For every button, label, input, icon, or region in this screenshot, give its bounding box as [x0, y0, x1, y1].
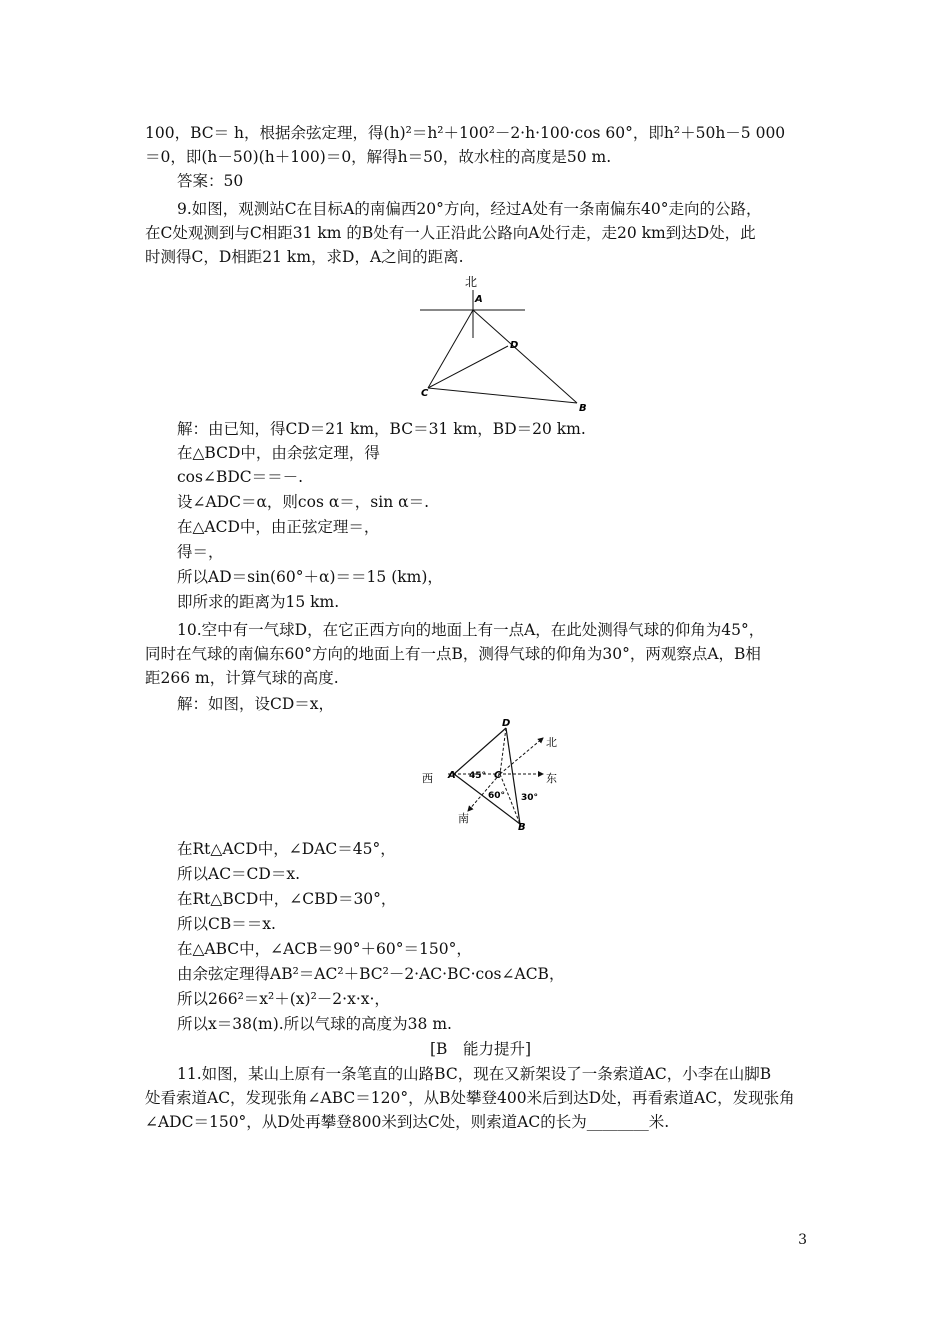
problem-11-line: ∠ADC＝150°，从D处再攀登800米到达C处，则索道AC的长为________米. [145, 1113, 670, 1131]
solution-line: 所以AC＝CD＝x. [177, 865, 301, 883]
solution-line: cos∠BDC＝＝－. [177, 468, 304, 486]
solution-line: 得＝， [177, 543, 224, 561]
point-b-label: B [518, 822, 526, 831]
solution-line: 所以CB＝＝x. [177, 915, 276, 933]
text-line: 100，BC＝ h，根据余弦定理，得(h)²＝h²＋100²－2·h·100·cos 60°，即h²＋50h－5 000 [145, 124, 786, 142]
solution-line: 在△ABC中，∠ACB＝90°＋60°＝150°， [177, 940, 472, 958]
problem-10-line: 10.空中有一气球D，在它正西方向的地面上有一点A，在此处测得气球的仰角为45°， [177, 621, 765, 639]
section-heading: [B 能力提升] [430, 1040, 531, 1058]
west-label: 西 [422, 772, 433, 785]
point-a-label: A [475, 294, 483, 305]
point-d-label: D [510, 340, 519, 351]
solution-line: 在Rt△BCD中，∠CBD＝30°， [177, 890, 397, 908]
solution-line: 解：由已知，得CD＝21 km，BC＝31 km，BD＝20 km. [177, 420, 586, 438]
south-label: 南 [458, 812, 469, 825]
problem-11-line: 处看索道AC，发现张角∠ABC＝120°，从B处攀登400米后到达D处，再看索道AC，发现张角 [145, 1089, 795, 1107]
solution-line: 由余弦定理得AB²＝AC²＋BC²－2·AC·BC·cos∠ACB， [177, 965, 565, 983]
solution-line: 在△BCD中，由余弦定理，得 [177, 444, 380, 462]
solution-line: 设∠ADC＝α，则cos α＝，sin α＝. [177, 493, 430, 511]
point-b-label: B [579, 403, 587, 414]
solution-line: 在Rt△ACD中，∠DAC＝45°， [177, 840, 396, 858]
problem-10-line: 同时在气球的南偏东60°方向的地面上有一点B，测得气球的仰角为30°，两观察点A，B相 [145, 645, 761, 663]
solution-line: 所以266²＝x²＋(x)²－2·x·x·， [177, 990, 390, 1008]
problem-9-line: 时测得C，D相距21 km，求D，A之间的距离. [145, 248, 464, 266]
solution-line: 所以AD＝sin(60°＋α)＝＝15 (km)， [177, 568, 443, 586]
problem-9-line: 9.如图，观测站C在目标A的南偏西20°方向，经过A处有一条南偏东40°走向的公路， [177, 200, 762, 218]
figure-balloon [418, 716, 568, 831]
page-number: 3 [798, 1232, 807, 1248]
text-line: ＝0，即(h－50)(h＋100)＝0，解得h＝50，故水柱的高度是50 m. [145, 148, 612, 166]
point-d-label: D [502, 718, 511, 729]
problem-10-line: 距266 m，计算气球的高度. [145, 669, 339, 687]
figure-triangle-abc [415, 268, 595, 418]
solution-line: 所以x＝38(m).所以气球的高度为38 m. [177, 1015, 452, 1033]
problem-11-line: 11.如图，某山上原有一条笔直的山路BC，现在又新架设了一条索道AC，小李在山脚B [177, 1065, 772, 1083]
angle-45-label: 45° [469, 771, 487, 781]
problem-9-line: 在C处观测到与C相距31 km 的B处有一人正沿此公路向A处行走，走20 km到达D处，此 [145, 224, 756, 242]
east-label: 东 [546, 772, 557, 785]
north-label: 北 [465, 275, 478, 289]
solution-line: 即所求的距离为15 km. [177, 593, 340, 611]
solution-line: 解：如图，设CD＝x， [177, 695, 335, 713]
solution-line: 在△ACD中，由正弦定理＝， [177, 518, 380, 536]
angle-30-label: 30° [521, 793, 539, 803]
angle-60-label: 60° [488, 791, 506, 801]
point-c-label: C [421, 388, 429, 399]
point-a-label: A [448, 770, 456, 781]
answer-line: 答案：50 [177, 172, 244, 190]
point-c-label: C [494, 770, 502, 781]
north-label: 北 [546, 736, 557, 749]
